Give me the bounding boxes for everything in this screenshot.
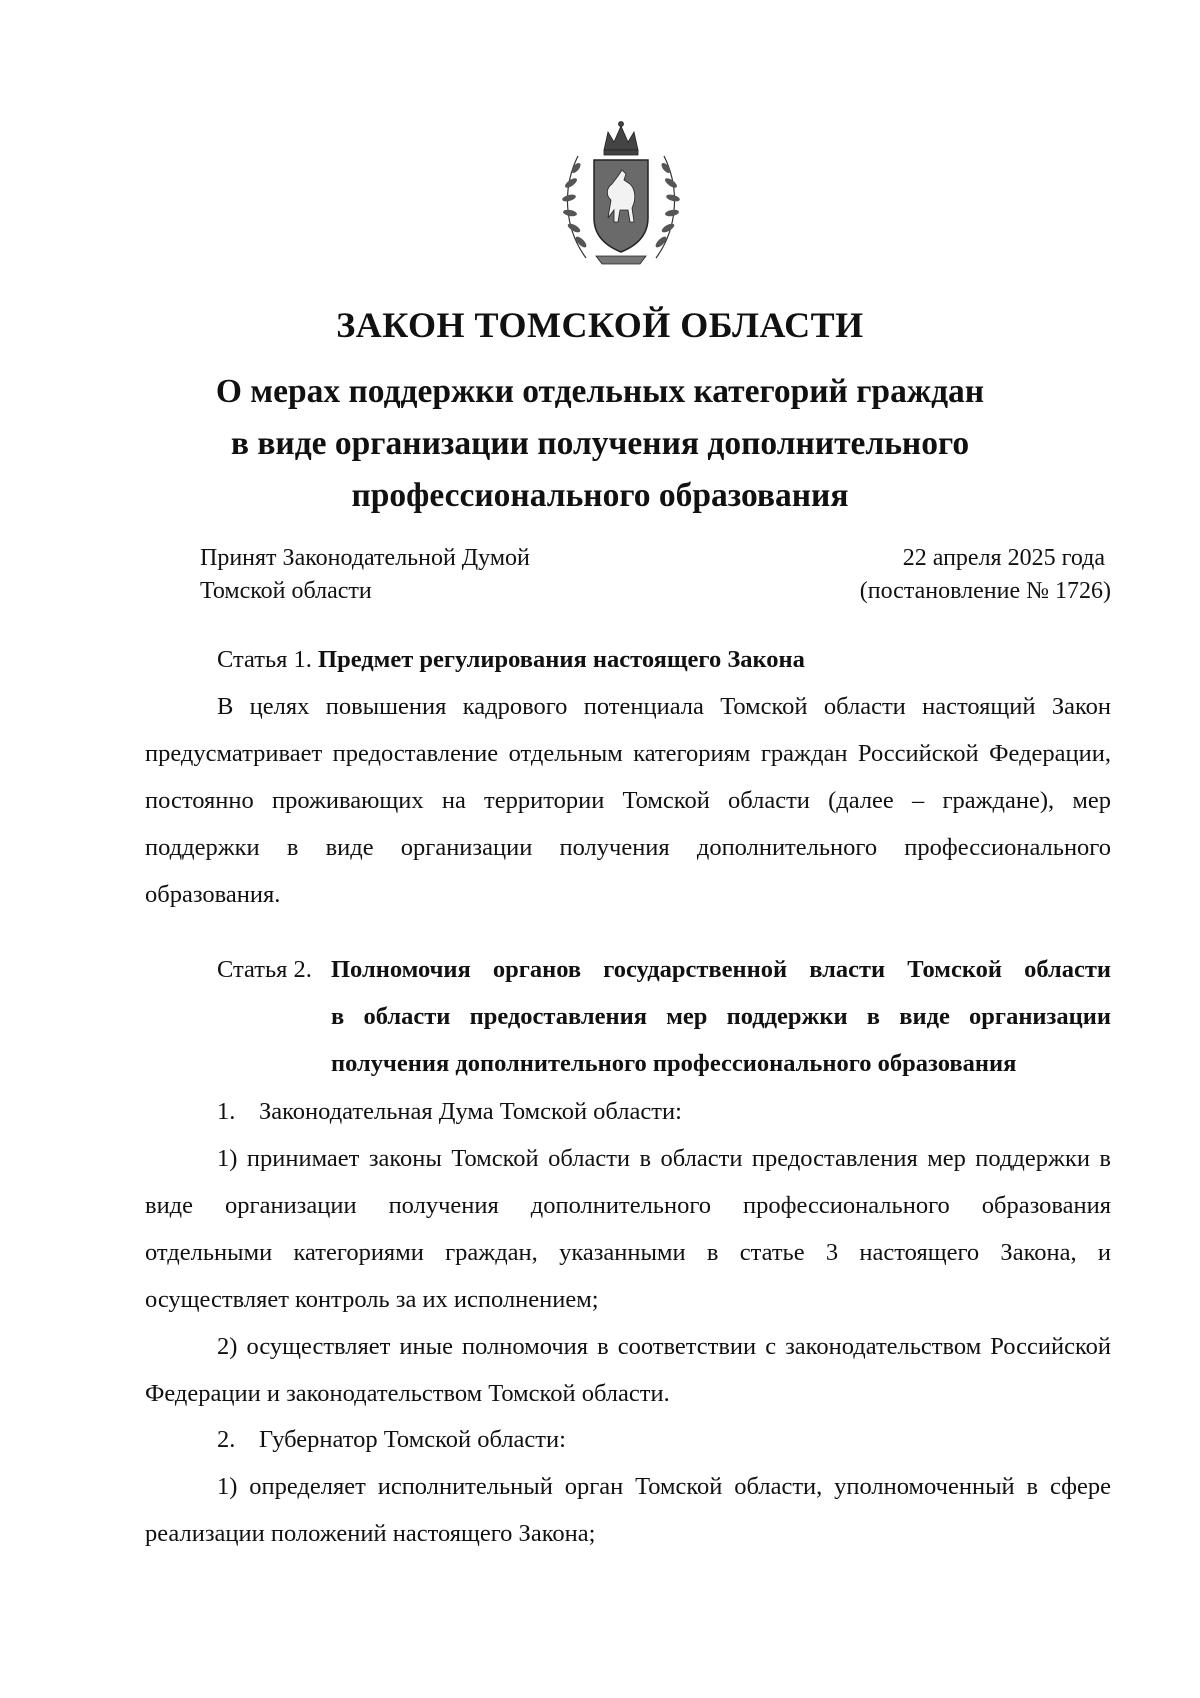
article-2-heading bbox=[217, 946, 1111, 1087]
law-subtitle-line: в виде организации получения дополнительного bbox=[230, 425, 970, 462]
resolution-number: (постановление № 1726) bbox=[859, 578, 1111, 604]
article-2-title-line: получения дополнительного профессионального образования bbox=[331, 1050, 1017, 1077]
article-2-item-1 bbox=[217, 1088, 682, 1135]
article-2-title-line: Полномочия органов государственной власти Томской области bbox=[331, 956, 1111, 983]
adoption-date: 22 апреля 2025 года bbox=[902, 545, 1105, 571]
article-2-item-1-subitems bbox=[145, 1135, 1111, 1417]
article-2-item-2 bbox=[217, 1416, 566, 1463]
adoption-details bbox=[860, 542, 1111, 608]
article-2-title bbox=[331, 946, 1111, 1087]
article-1-title: Предмет регулирования настоящего Закона bbox=[318, 646, 805, 673]
adopted-by-line: Принят Законодательной Думой bbox=[200, 545, 530, 571]
law-subtitle-line: профессионального образования bbox=[351, 477, 849, 514]
article-1-paragraph: В целях повышения кадрового потенциала Томской области настоящий Закон предусматривает предоставление отдельным категориям граждан Российской Федерации, постоянно проживающих на территории Томской области (далее – граждане), мер поддержки в виде организации получения дополнительного профессионального образования. bbox=[145, 693, 1111, 908]
coat-of-arms-emblem bbox=[556, 118, 686, 268]
law-subtitle-line: О мерах поддержки отдельных категорий граждан bbox=[215, 373, 985, 410]
article-2-title-line: в области предоставления мер поддержки в виде организации bbox=[331, 1003, 1111, 1030]
article-1-label: Статья 1. bbox=[217, 646, 312, 673]
article-1-heading bbox=[217, 636, 805, 683]
item-number: 2. bbox=[217, 1426, 236, 1453]
subitem-paragraph: 1) определяет исполнительный орган Томской области, уполномоченный в сфере реализации положений настоящего Закона; bbox=[145, 1473, 1111, 1547]
adopted-by bbox=[200, 542, 530, 608]
subitem-paragraph: 2) осуществляет иные полномочия в соответствии с законодательством Российской Федерации и законодательством Томской области. bbox=[145, 1333, 1111, 1407]
law-subtitle bbox=[0, 366, 1200, 522]
subitem-paragraph: 1) принимает законы Томской области в области предоставления мер поддержки в виде организации получения дополнительного профессионального образования отдельными категориями граждан, указанными в статье 3 настоящего Закона, и осуществляет контроль за их исполнением; bbox=[145, 1145, 1111, 1313]
adopted-by-line: Томской области bbox=[200, 578, 372, 604]
article-2-item-2-subitems bbox=[145, 1463, 1111, 1557]
article-2-label: Статья 2. bbox=[217, 956, 312, 983]
item-number: 1. bbox=[217, 1098, 236, 1125]
article-1-text-block bbox=[145, 683, 1111, 918]
law-title: ЗАКОН ТОМСКОЙ ОБЛАСТИ bbox=[336, 305, 864, 345]
item-text: Законодательная Дума Томской области: bbox=[259, 1098, 682, 1125]
item-text: Губернатор Томской области: bbox=[259, 1426, 566, 1453]
